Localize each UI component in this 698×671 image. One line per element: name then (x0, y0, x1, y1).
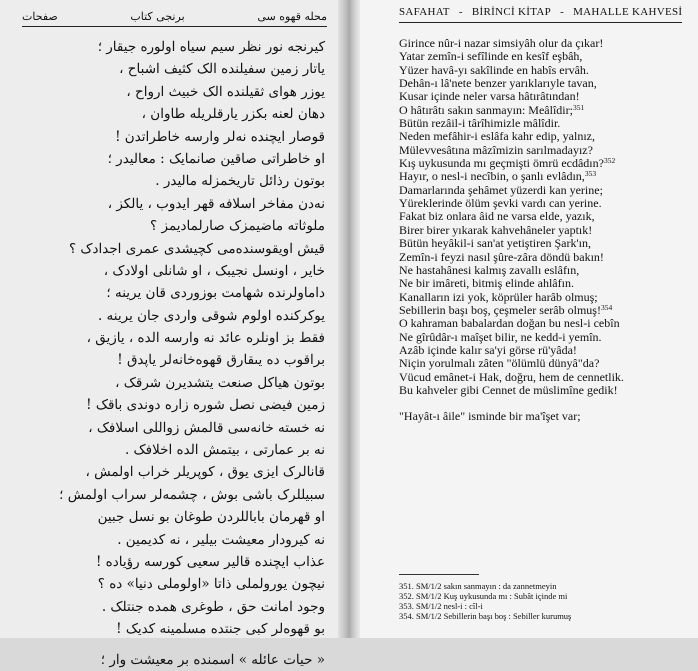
right-verse-block (399, 37, 698, 424)
right-verse-line (399, 291, 698, 304)
left-verse-line: فقط بز اونلره عائد نه وارسه الده ، یازیق ، (86, 330, 325, 347)
verse-text: Dehân-ı lâ'nete benzer yarıklarıyle tavan, (399, 76, 597, 91)
verse-text: O hâtırâtı sakın sanmayın: Meâlîdir; (399, 102, 573, 117)
verse-text: Bu kahveler gibi Cennet de müslimîne gedik! (399, 382, 618, 397)
left-verse-line: یوزر هوای ثقیلنده الک خبیث ارواح ، (126, 83, 325, 100)
right-verse-line (399, 317, 698, 330)
right-header-part3: MAHALLE KAHVESİ (573, 6, 683, 18)
footnotes-block (399, 581, 689, 621)
verse-text: Kanalların izi yok, köprüler harâb olmuş; (399, 289, 598, 304)
right-verse-line (399, 331, 698, 344)
footnote (399, 601, 689, 611)
verse-text: Fakat biz onlara âid ne varsa elde, yazık, (399, 209, 595, 224)
right-verse-line (399, 344, 698, 357)
verse-text: O kahraman babalardan doğan bu nesl-i cebîn (399, 316, 620, 331)
verse-text: Ne gîrûdâr-ı maîşet bilir, ne kedd-i yemîn. (399, 329, 602, 344)
right-verse-line (399, 237, 698, 250)
verse-text: Niçin yorulmalı zâten "ölümlü dünyâ"da? (399, 356, 600, 371)
left-header-rule (22, 26, 327, 27)
left-verse-line: براقوب ده یىقارق قهوه‌خانه‌لر یاپدق ! (117, 352, 325, 369)
right-verse-line (399, 117, 698, 130)
footnote-rule (399, 574, 479, 575)
right-verse-line (399, 37, 698, 50)
right-header-part2: BİRİNCİ KİTAP (471, 6, 551, 18)
verse-text: Bütün heyâkil-i san'at yetiştiren Şark'ın, (399, 236, 591, 251)
footnote (399, 581, 689, 591)
right-verse-line (399, 264, 698, 277)
verse-text: Yüzer havâ-yı sakîlinde en habîs ervâh. (399, 62, 589, 77)
left-header-right: محله قهوه سی (257, 9, 327, 23)
right-header-rule (399, 22, 682, 23)
footnote (399, 591, 689, 601)
verse-text: Neden mefâhir-i eslâfa kahr edip, yalnız, (399, 129, 596, 144)
verse-text: Bütün rezâil-i târîhimizle mâlîdir. (399, 116, 561, 131)
right-verse-line (399, 304, 698, 317)
verse-text: Yüreklerinde ölüm şevki vardı can yerine. (399, 196, 602, 211)
right-verse-line (399, 277, 698, 290)
left-verse-line: زمین فیضی نصل شوره زاره دوندی باقک ! (86, 397, 325, 414)
verse-text: Kusar içinde neler varsa hâtırâtından! (399, 89, 580, 104)
left-verse-line: او قهرمان باباللردن طوغان بو نسل جبین (97, 509, 325, 526)
right-verse-line (399, 224, 698, 237)
left-verse-line: بوتون هیاکل صنعت یتشدیرن شرقک ، (115, 374, 325, 391)
right-verse-line (399, 157, 698, 170)
left-verse-line: داماولرنده شهامت بوزوردی قان یرینه ؛ (106, 285, 325, 302)
footnote-marker[interactable]: 351 (572, 102, 585, 112)
right-verse-line (399, 371, 698, 384)
footnote-number: 353. (399, 601, 414, 611)
footnote (399, 611, 689, 621)
right-verse-line (399, 170, 698, 183)
right-verse-last-line: "Hayât-ı âile" isminde bir ma'îşet var; (399, 409, 581, 424)
verse-text: Birer birer yıkarak kahvehâneler yaptık! (399, 222, 593, 237)
verse-text: Yatar zemîn-i sefîlinde en kesîf eşbâh, (399, 49, 583, 64)
right-verse-line (399, 184, 698, 197)
left-verse-line: قیش اویقوسنده‌می کچیشدی عمری اجدادک ؟ (68, 240, 325, 257)
left-page (0, 0, 347, 668)
footnote-text: SM/1/2 Kuş uykusunda mı : Subât içinde mi (416, 591, 568, 601)
left-verse-line: نه‌دن مفاخر اسلافه قهر ایدوب ، یالکز ، (107, 195, 325, 212)
footnote-marker[interactable]: 353 (584, 169, 597, 179)
right-verse-line (399, 64, 698, 77)
left-verse-last-line: « حیات عائله » اسمنده بر معیشت وار ؛ (100, 651, 325, 668)
right-header-sep-1: - (458, 6, 463, 18)
right-verse-line (399, 210, 698, 223)
right-header-sep-2: - (560, 6, 565, 18)
left-verse-line: او خاطراتی صاقین صانمایک : معالیدر ؛ (107, 150, 325, 167)
left-header-center: برنجی کتاب (130, 9, 185, 23)
right-header-part1: SAFAHAT (399, 6, 450, 18)
left-verse-line: نیچون یورولملی ذاتا «اولوملی دنیا» ده ؟ (97, 576, 325, 593)
footnote-number: 352. (399, 591, 414, 601)
left-page-header (22, 7, 327, 25)
left-header-left: صفحات (22, 9, 58, 23)
verse-text: Zemîn-i feyzi nasıl şûre-zâra döndü bakın! (399, 249, 604, 264)
footnote-marker[interactable]: 354 (600, 302, 613, 312)
right-verse-line (399, 104, 698, 117)
verse-text: Kış uykusunda mı geçmişti ömrü ecdâdın? (399, 156, 604, 171)
left-verse-line: خایر ، اونسل نجیبک ، او شانلی اولادک ، (103, 262, 325, 279)
right-verse-line (399, 77, 698, 90)
verse-text: Azâb içinde kalır sa'yi görse rü'yâda! (399, 342, 577, 357)
footnote-text: SM/1/2 sakın sanmayın : da zannetmeyin (416, 581, 557, 591)
left-verse-line: نه خسته خانه‌سی قالمش زواللی اسلافک ، (88, 419, 325, 436)
left-verse-line: قانالرک ایزی یوق ، کوپریلر خراب اولمش ، (85, 464, 325, 481)
left-verse-line: دهان لعنه بکزر یارقلریله طاوان ، (141, 106, 325, 123)
left-verse-line: یوکرکنده اولوم شوقی واردی جان یرینه . (97, 307, 325, 324)
footnote-number: 351. (399, 581, 414, 591)
left-verse-line: قوصار ایچنده نه‌لر وارسه خاطراتدن ! (115, 128, 325, 145)
footnote-text: SM/1/2 nesl-i : cîl-i (416, 601, 483, 611)
left-verse-line: ملوثاته ماضیمزک صارلمادیمز ؟ (150, 218, 325, 235)
left-verse-line: بو قهوه‌لر کبی جنتده مسلمینه کدیک ! (116, 621, 325, 638)
verse-text: Ne bir imâreti, bitmiş elinde ahlâfın. (399, 276, 574, 291)
verse-text: Sebillerin başı boş, çeşmeler serâb olmuş! (399, 302, 601, 317)
right-verse-line (399, 144, 698, 157)
verse-text: Damarlarında şehâmet yüzerdi kan yerine; (399, 182, 603, 197)
right-verse-line (399, 357, 698, 370)
right-verse-line (399, 197, 698, 210)
verse-text: Ne hastahânesi kalmış zavallı eslâfın, (399, 262, 580, 277)
left-verse-line: یاتار زمین سفیلنده الک کثیف اشباح ، (119, 61, 325, 78)
left-verse-line: نه کیرودار معیشت بیلیر ، نه کدیمین . (117, 531, 325, 548)
left-verse-block (22, 36, 327, 671)
book-gutter (338, 0, 360, 638)
right-verse-line (399, 90, 698, 103)
right-verse-line (399, 384, 698, 397)
verse-text: Mülevvesâtına mâzîmizin sarılmadayız? (399, 142, 593, 157)
footnote-marker[interactable]: 352 (603, 156, 616, 166)
verse-text: Vücud emânet-i Hak, doğru, hem de cennetlik. (399, 369, 624, 384)
left-verse-line: بوتون رذائل تاریخمزله مالیدر . (155, 173, 325, 190)
left-verse-line: نه بر عمارتی ، بیتمش الده اخلافک . (124, 442, 325, 459)
verse-text: Hayır, o nesl-i necîbin, o şanlı evlâdın, (399, 169, 585, 184)
verse-text: Girince nûr-i nazar simsiyâh olur da çıkar! (399, 36, 604, 50)
footnote-number: 354. (399, 611, 414, 621)
left-verse-line: عذاب ایچنده قالیر سعیی کورسه رؤیاده ! (95, 553, 325, 570)
footnote-text: SM/1/2 Sebillerin başı boş : Sebiller kurumuş (416, 611, 572, 621)
right-verse-line (399, 130, 698, 143)
right-verse-line (399, 50, 698, 63)
left-verse-line: کیرنجه نور نظر سیم سیاه اولوره جیقار ؛ (97, 39, 325, 55)
left-verse-line: سبیللرک باشی بوش ، چشمه‌لر سراب اولمش ؛ (59, 486, 325, 503)
left-verse-line: وجود امانت حق ، طوغری همده جنتلک . (101, 598, 325, 615)
right-verse-line (399, 251, 698, 264)
